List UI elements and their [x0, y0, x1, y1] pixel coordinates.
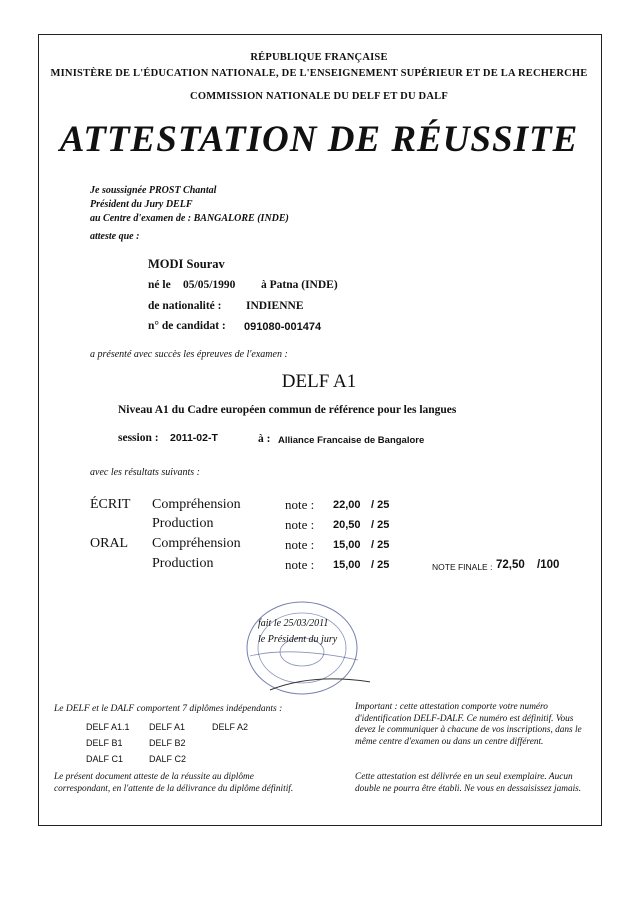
- header-commission: COMMISSION NATIONALE DU DELF ET DU DALF: [190, 91, 448, 102]
- skill-label: Compréhension: [152, 536, 241, 551]
- presented-text: a présenté avec succès les épreuves de l'examen :: [90, 349, 288, 360]
- footer-left: Le présent document atteste de la réussite au diplôme correspondant, en l'attente de la délivrance du diplôme définitif.: [54, 772, 294, 794]
- nationality-value: INDIENNE: [246, 300, 304, 312]
- diploma-item: DELF A2: [212, 722, 249, 732]
- place-value: Alliance Francaise de Bangalore: [278, 435, 425, 446]
- skill-label: Compréhension: [152, 497, 241, 512]
- final-score: 72,50: [496, 559, 525, 571]
- important-note: Important : cette attestation comporte votre numéro d'identification DELF-DALF. Ce numéro est définitif. Vous devez le communiquer à chacune de vos inscriptions, dans le même centre d'examen ou dans un centre différent.: [355, 702, 582, 747]
- diploma-item: DELF B1: [86, 738, 123, 748]
- note-label: note :: [285, 497, 315, 512]
- note-label: note :: [285, 557, 315, 572]
- birth-label: né le: [148, 279, 171, 291]
- diploma-item: DELF A1.1: [86, 722, 130, 732]
- footer-right: Cette attestation est délivrée en un seul exemplaire. Aucun double ne pourra être établi. Ne vous en dessaisissez jamais.: [355, 772, 582, 794]
- final-max: /100: [537, 559, 560, 571]
- results-intro: avec les résultats suivants :: [90, 467, 200, 478]
- signature-date: fait le 25/03/2011: [258, 618, 329, 629]
- signatory: Je soussignée PROST Chantal: [90, 185, 217, 196]
- page-title: ATTESTATION DE RÉUSSITE: [59, 119, 579, 160]
- session-value: 2011-02-T: [170, 432, 218, 444]
- header-republic: RÉPUBLIQUE FRANÇAISE: [250, 52, 388, 63]
- diploma-item: DALF C1: [86, 754, 124, 764]
- birth-date: 05/05/1990: [183, 279, 236, 291]
- official-stamp: [240, 590, 370, 700]
- diplomas-intro: Le DELF et le DALF comportent 7 diplômes indépendants :: [54, 704, 283, 714]
- note-label: note :: [285, 537, 315, 552]
- score-max: / 25: [371, 539, 390, 551]
- diploma-item: DELF B2: [149, 738, 186, 748]
- signature-role: le Président du jury: [258, 634, 338, 645]
- attests-label: atteste que :: [90, 231, 140, 242]
- score-value: 15,00: [333, 539, 361, 551]
- candidate-name: MODI Sourav: [148, 257, 225, 271]
- candidate-number-label: n° de candidat :: [148, 320, 226, 332]
- place-label: à :: [258, 433, 271, 445]
- note-label: note :: [285, 517, 315, 532]
- candidate-number: 091080-001474: [244, 321, 322, 333]
- score-value: 15,00: [333, 559, 361, 571]
- signatory-role: Président du Jury DELF: [90, 199, 193, 210]
- skill-label: Production: [152, 556, 214, 571]
- final-label: NOTE FINALE :: [432, 562, 493, 572]
- score-max: / 25: [371, 559, 390, 571]
- exam-level: Niveau A1 du Cadre européen commun de référence pour les langues: [118, 404, 457, 416]
- diploma-item: DELF A1: [149, 722, 186, 732]
- nationality-label: de nationalité :: [148, 300, 222, 312]
- skill-label: Production: [152, 516, 214, 531]
- birth-place: à Patna (INDE): [261, 279, 338, 291]
- exam-name: DELF A1: [281, 371, 357, 392]
- section-ecrit: ÉCRIT: [90, 497, 131, 512]
- exam-centre: au Centre d'examen de : BANGALORE (INDE): [90, 213, 289, 224]
- session-label: session :: [118, 432, 159, 444]
- diploma-item: DALF C2: [149, 754, 187, 764]
- header-ministry: MINISTÈRE DE L'ÉDUCATION NATIONALE, DE L'ENSEIGNEMENT SUPÉRIEUR ET DE LA RECHERCHE: [50, 68, 588, 79]
- section-oral: ORAL: [90, 536, 129, 551]
- score-value: 22,00: [333, 499, 361, 511]
- score-max: / 25: [371, 499, 390, 511]
- score-max: / 25: [371, 519, 390, 531]
- score-value: 20,50: [333, 519, 361, 531]
